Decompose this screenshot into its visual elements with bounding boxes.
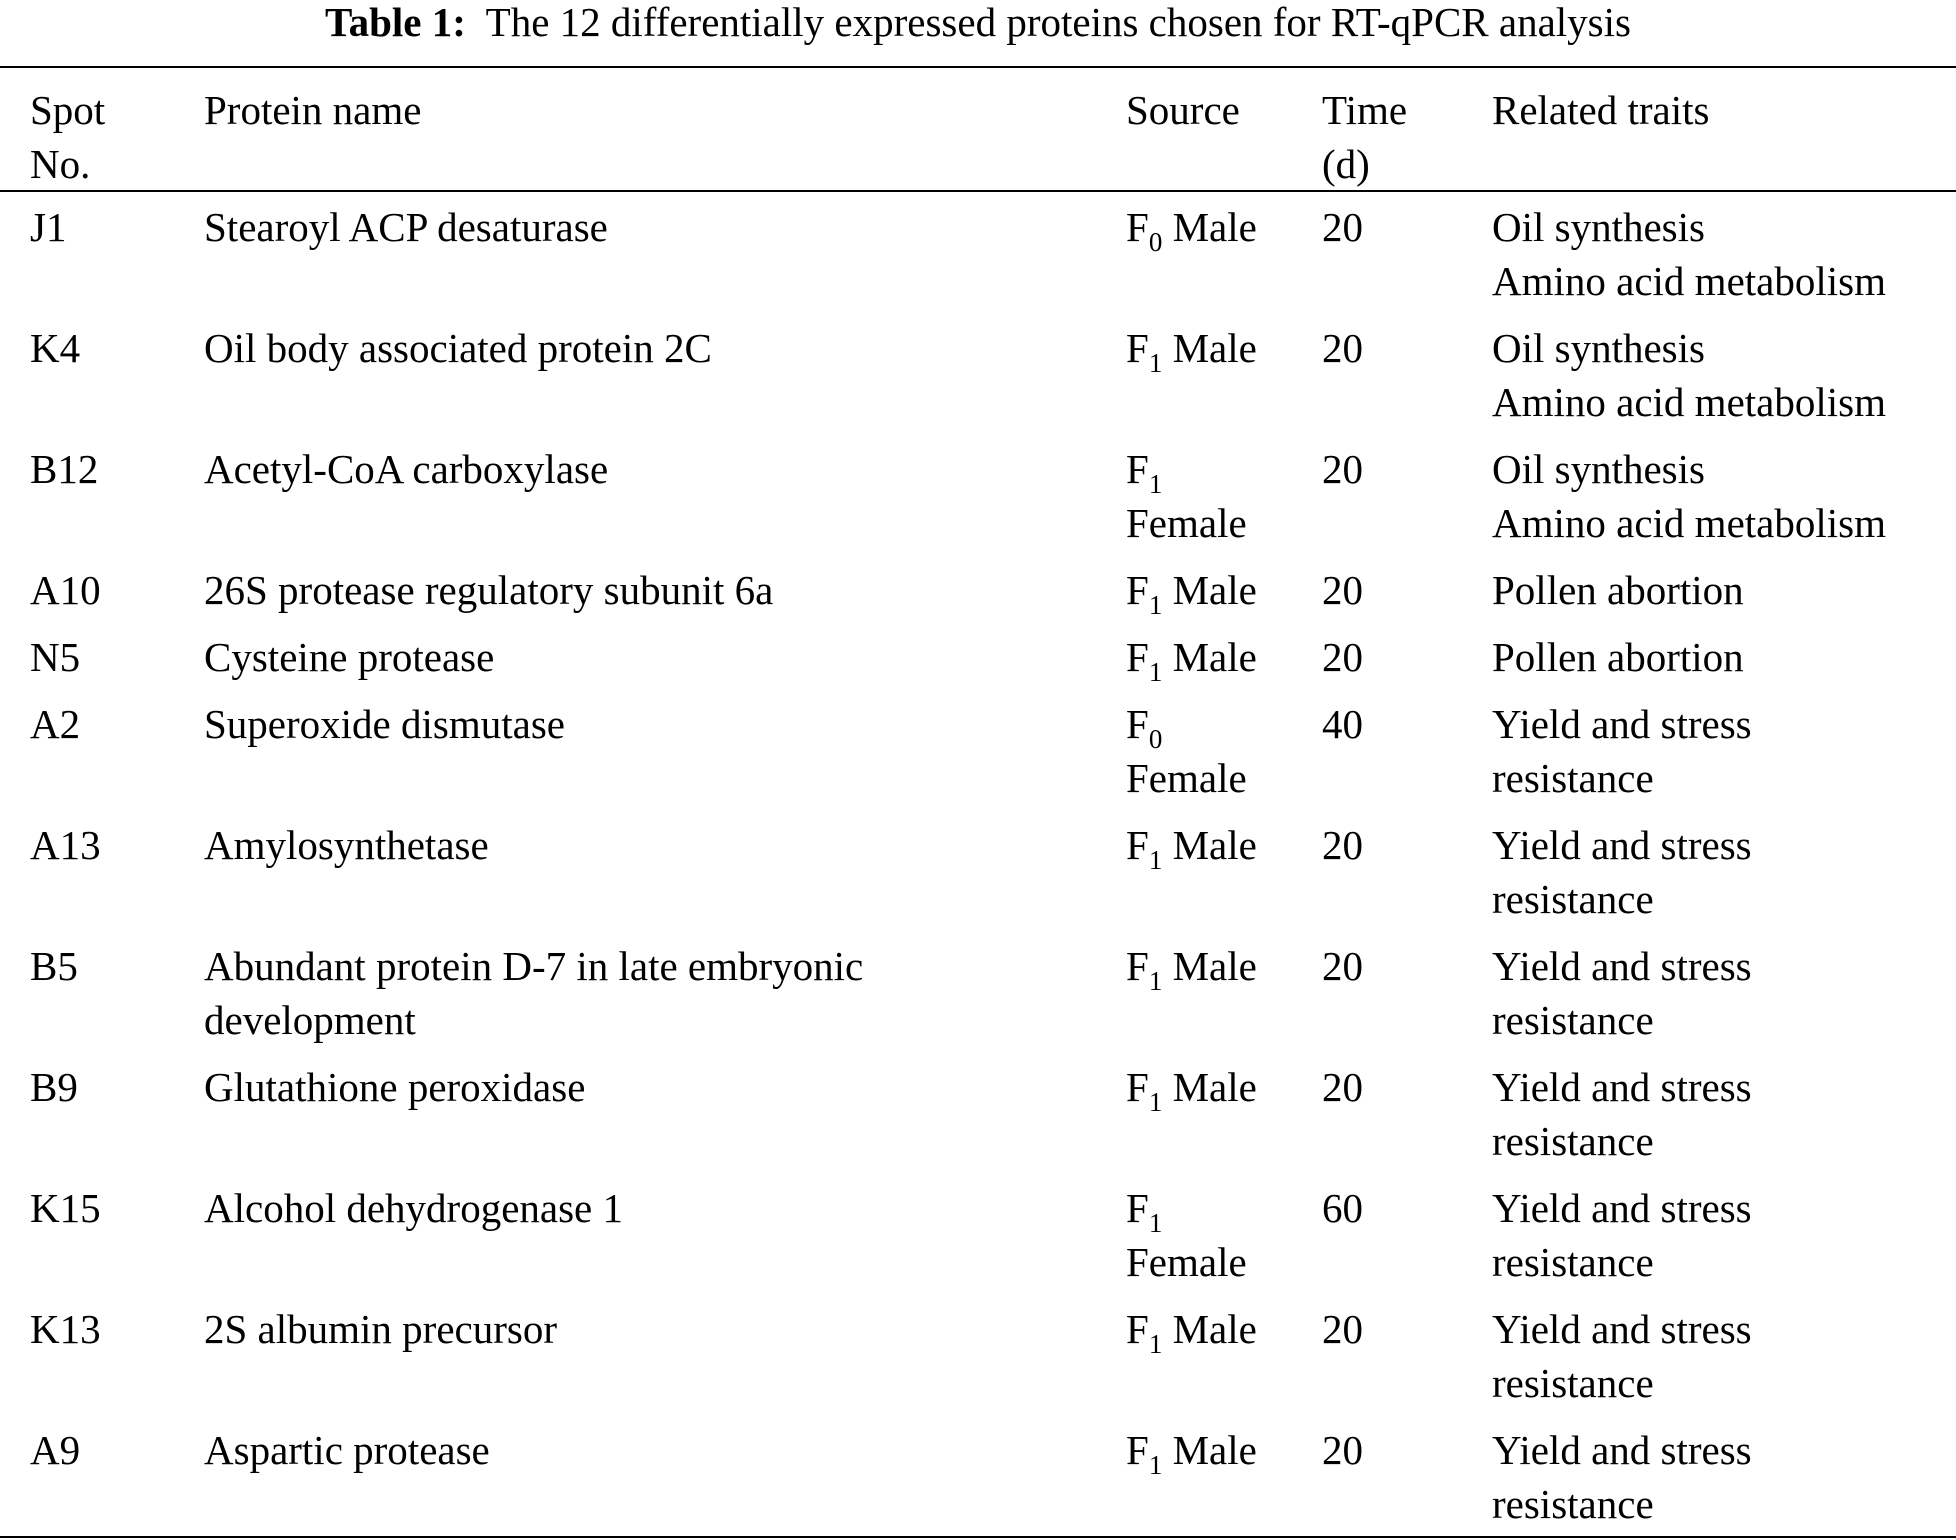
cell-traits: Yield and stress resistance (1492, 1185, 1752, 1285)
generation: $F_0$ (1126, 701, 1163, 754)
cell-source (1126, 321, 1257, 378)
generation: $F_1$ (1126, 1427, 1163, 1480)
cell-time: 20 (1322, 1306, 1363, 1352)
cell-spot: K4 (30, 325, 81, 371)
cell-spot: N5 (30, 634, 81, 680)
sex: Male (1172, 1427, 1257, 1473)
cell-source (1126, 1181, 1247, 1289)
cell-protein: 26S protease regulatory subunit 6a (204, 567, 774, 613)
generation: $F_1$ (1126, 1064, 1163, 1117)
cell-time: 20 (1322, 204, 1363, 250)
sex: Male (1172, 634, 1257, 680)
cell-traits: Oil synthesis Amino acid metabolism (1492, 325, 1886, 425)
sex: Male (1172, 567, 1257, 613)
caption-label: Table 1: (325, 0, 466, 45)
cell-spot: B5 (30, 943, 78, 989)
cell-spot: K15 (30, 1185, 101, 1231)
cell-protein: 2S albumin precursor (204, 1306, 557, 1352)
generation: $F_1$ (1126, 634, 1163, 687)
cell-traits: Yield and stress resistance (1492, 701, 1752, 801)
cell-traits: Yield and stress resistance (1492, 1306, 1752, 1406)
cell-spot: K13 (30, 1306, 101, 1352)
sex: Male (1172, 325, 1257, 371)
cell-protein: Abundant protein D-7 in late embryonic development (204, 943, 864, 1043)
header-time: Time (d) (1322, 87, 1408, 187)
generation: $F_1$ (1126, 943, 1163, 996)
table-caption (0, 0, 1956, 48)
header-source: Source (1126, 87, 1240, 133)
cell-spot: B9 (30, 1064, 78, 1110)
cell-protein: Oil body associated protein 2C (204, 325, 712, 371)
cell-source (1126, 442, 1247, 550)
cell-protein: Stearoyl ACP desaturase (204, 204, 608, 250)
cell-spot: A2 (30, 701, 81, 747)
cell-traits: Oil synthesis Amino acid metabolism (1492, 204, 1886, 304)
generation: $F_1$ (1126, 567, 1163, 620)
cell-spot: A9 (30, 1427, 81, 1473)
cell-traits: Yield and stress resistance (1492, 943, 1752, 1043)
generation: $F_1$ (1126, 1185, 1163, 1238)
cell-source (1126, 200, 1257, 257)
generation: $F_1$ (1126, 446, 1163, 499)
cell-spot: A10 (30, 567, 101, 613)
cell-traits: Yield and stress resistance (1492, 1427, 1752, 1527)
cell-source (1126, 1302, 1257, 1359)
cell-source (1126, 1060, 1257, 1117)
sex: Male (1172, 822, 1257, 868)
header-rule (0, 190, 1956, 192)
sex: Male (1172, 1306, 1257, 1352)
cell-traits: Pollen abortion (1492, 567, 1744, 613)
sex: Male (1172, 1064, 1257, 1110)
cell-source (1126, 1423, 1257, 1480)
cell-time: 60 (1322, 1185, 1363, 1231)
cell-time: 20 (1322, 1064, 1363, 1110)
header-traits: Related traits (1492, 87, 1710, 133)
sex: Female (1126, 1239, 1247, 1285)
cell-source (1126, 939, 1257, 996)
sex: Male (1172, 943, 1257, 989)
cell-protein: Cysteine protease (204, 634, 495, 680)
cell-protein: Amylosynthetase (204, 822, 489, 868)
cell-traits: Pollen abortion (1492, 634, 1744, 680)
cell-time: 40 (1322, 701, 1363, 747)
cell-protein: Alcohol dehydrogenase 1 (204, 1185, 623, 1231)
caption-text: The 12 differentially expressed proteins chosen for RT-qPCR analysis (485, 0, 1631, 45)
cell-traits: Oil synthesis Amino acid metabolism (1492, 446, 1886, 546)
cell-spot: A13 (30, 822, 101, 868)
cell-protein: Glutathione peroxidase (204, 1064, 586, 1110)
cell-source (1126, 563, 1257, 620)
generation: $F_1$ (1126, 325, 1163, 378)
cell-time: 20 (1322, 325, 1363, 371)
cell-source (1126, 697, 1247, 805)
generation: $F_1$ (1126, 822, 1163, 875)
cell-source (1126, 630, 1257, 687)
top-rule (0, 66, 1956, 68)
sex: Female (1126, 500, 1247, 546)
cell-protein: Acetyl-CoA carboxylase (204, 446, 609, 492)
cell-spot: B12 (30, 446, 99, 492)
header-spot: Spot No. (30, 87, 106, 187)
cell-time: 20 (1322, 822, 1363, 868)
cell-protein: Aspartic protease (204, 1427, 490, 1473)
bottom-rule (0, 1536, 1956, 1538)
cell-spot: J1 (30, 204, 67, 250)
generation: $F_1$ (1126, 1306, 1163, 1359)
cell-time: 20 (1322, 446, 1363, 492)
cell-time: 20 (1322, 634, 1363, 680)
cell-time: 20 (1322, 1427, 1363, 1473)
sex: Male (1172, 204, 1257, 250)
cell-source (1126, 818, 1257, 875)
cell-time: 20 (1322, 943, 1363, 989)
sex: Female (1126, 755, 1247, 801)
cell-time: 20 (1322, 567, 1363, 613)
cell-traits: Yield and stress resistance (1492, 1064, 1752, 1164)
header-protein: Protein name (204, 87, 422, 133)
cell-protein: Superoxide dismutase (204, 701, 565, 747)
generation: $F_0$ (1126, 204, 1163, 257)
cell-traits: Yield and stress resistance (1492, 822, 1752, 922)
